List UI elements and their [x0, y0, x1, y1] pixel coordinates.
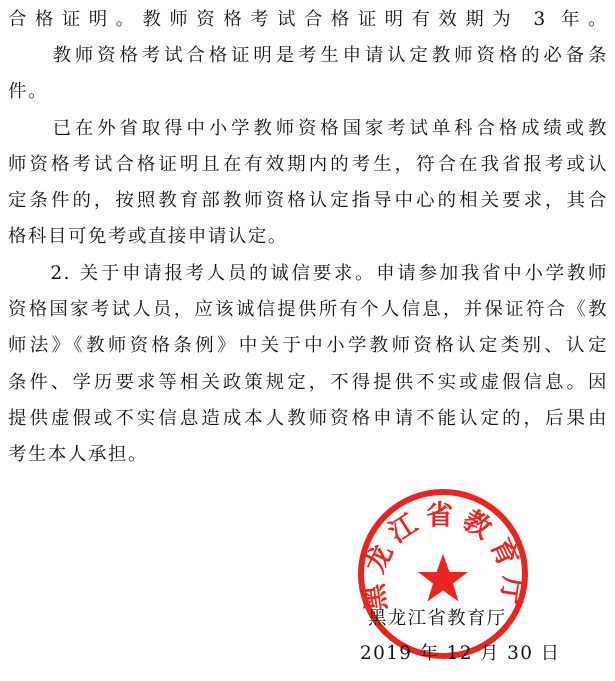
- official-seal: [357, 488, 529, 660]
- body-text-line: 条件、学历要求等相关政策规定，不得提供不实或虚假信息。因: [8, 372, 608, 393]
- body-text-line: 已在外省取得中小学教师资格国家考试单科合格成绩或教: [8, 118, 608, 139]
- body-text-line: 考生本人承担。: [8, 444, 148, 465]
- body-text-line: 教师资格考试合格证明是考生申请认定教师资格的必备条: [8, 45, 608, 66]
- body-text-line: 格科目可免考或直接申请认定。: [8, 226, 288, 247]
- body-text-line: 师资格考试合格证明且在有效期内的考生，符合在我省报考或认: [8, 154, 608, 175]
- body-text-line: 定条件的，按照教育部教师资格认定指导中心的相关要求，其合: [8, 190, 608, 211]
- signature: 黑龙江省教育厅: [368, 608, 507, 629]
- body-text-line: 提供虚假或不实信息造成本人教师资格申请不能认定的，后果由: [8, 408, 608, 429]
- body-text-line: 师法》《教师资格条例》中关于中小学教师资格认定类别、认定: [8, 335, 608, 356]
- body-text-line: 资格国家考试人员，应该诚信提供所有个人信息，并保证符合《教: [8, 299, 608, 320]
- document-date: 2019 年 12 月 30 日: [360, 643, 561, 664]
- star-icon: [418, 554, 468, 602]
- seal-text: 黑龙江省教育厅: [357, 500, 529, 613]
- body-text-line: 件。: [8, 81, 48, 102]
- body-text-line: 合格证明。教师资格考试合格证明有效期为 3 年。: [8, 9, 608, 30]
- body-text-line: 2. 关于申请报考人员的诚信要求。申请参加我省中小学教师: [8, 263, 608, 284]
